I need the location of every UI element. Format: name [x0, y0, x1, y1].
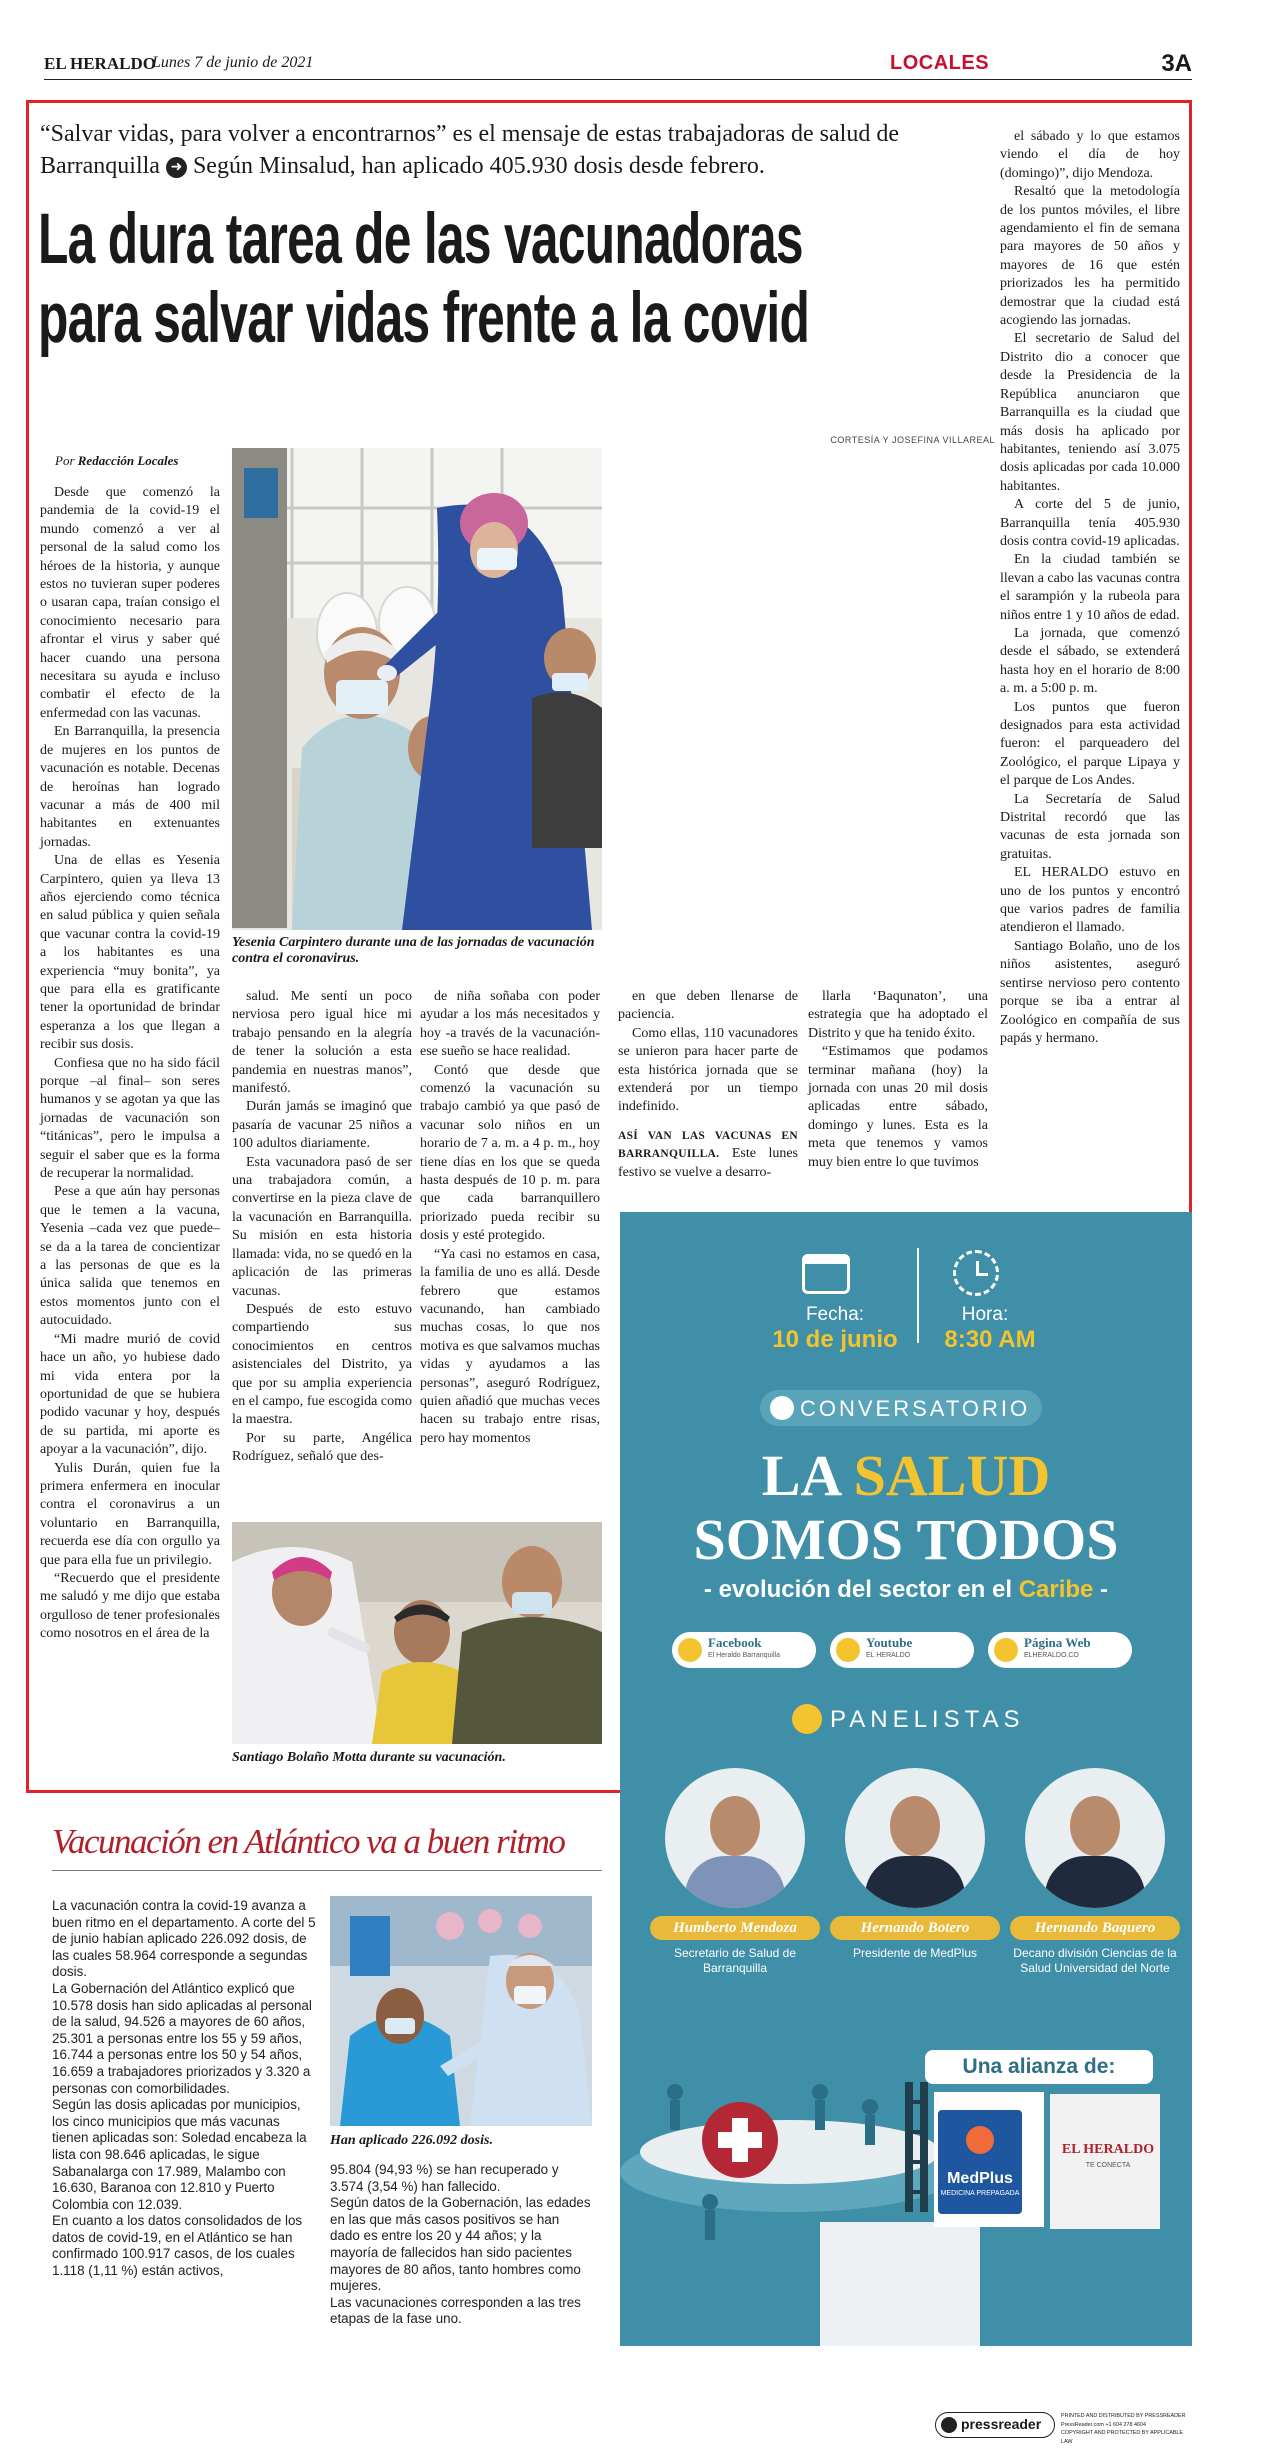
paragraph: La jornada, que comenzó desde el sábado, se extenderá hasta hoy en el horario de 8:00 a. m. a 5:00 p. m.	[1000, 625, 1180, 697]
fecha-value: 10 de junio	[772, 1326, 898, 1353]
panelists	[620, 1768, 1192, 1988]
article-headline	[38, 200, 1004, 358]
paragraph: salud. Me sentí un poco nerviosa pero igual hice mi trabajo pensando en la alegría de tener la solución a esta pandemia en nuestras manos”, manifestó.	[232, 989, 412, 1097]
paragraph: en que deben llenarse de paciencia.	[618, 989, 798, 1023]
paragraph: En cuanto a los datos consolidados de los datos de covid-19, en el Atlántico se han confirmado 100.917 casos, de los cuales 1.118 (1,11 %) están activos,	[52, 2213, 303, 2279]
sidebar-story-column-2	[330, 2162, 592, 2328]
social-link-facebook[interactable]	[672, 1632, 816, 1668]
paragraph: Santiago Bolaño, uno de los niños asistentes, aseguró sentirse nervioso pero contento porque se iba a entrar al Zoológico en compañía de sus papás y hermano.	[1000, 938, 1180, 1046]
article-column-3	[420, 988, 600, 1448]
paragraph: Una de ellas es Yesenia Carpintero, quien ya lleva 13 años ejerciendo como técnica en salud pública y quien señala que vacunar contra la covid-19 a los habitantes es una experiencia “muy bonita”, ya que para ella es gratificante tener la oportunidad de brindar esperanza a los que llegan a recibir sus dosis.	[40, 853, 220, 1053]
medplus-logo-text: MedPlus	[947, 2170, 1013, 2187]
footer-line-2: PressReader.com +1 604 278 4604	[1061, 2421, 1146, 2428]
paragraph: “Recuerdo que el presidente me saludó y me dijo que estaba orgulloso de tener profesionales como nosotros en el área de la	[40, 1570, 220, 1642]
social-handle: EL HERALDO	[866, 1652, 911, 1659]
social-link-youtube[interactable]	[830, 1632, 974, 1668]
paragraph: Según datos de la Gobernación, las edades en las que más casos positivos se han dado es entre los 20 y 44 años; y la mayoría de fallecidos han sido pacientes mayores de 80 años, tanto hombres como mujeres.	[330, 2195, 591, 2294]
child-vaccination-photo	[232, 1522, 602, 1744]
social-name: Página Web	[1024, 1635, 1091, 1650]
photo-caption-2: Santiago Bolaño Motta durante su vacunación.	[232, 1750, 506, 1765]
page-number: 3A	[1161, 50, 1192, 77]
sidebar-photo-caption: Han aplicado 226.092 dosis.	[330, 2133, 493, 2148]
panelist-suit	[865, 1856, 965, 1908]
article-column-5	[808, 988, 988, 1172]
facebook-icon	[678, 1638, 702, 1662]
article-column-4	[618, 988, 798, 1182]
page-folio	[44, 50, 1192, 80]
panelist-icon	[792, 1704, 822, 1734]
panelist-role: Decano división Ciencias de la Salud Universidad del Norte	[1013, 1946, 1177, 1975]
alianza-label: Una alianza de:	[962, 2055, 1116, 2078]
paragraph: el sábado y lo que estamos viendo el día de hoy (domingo)”, dijo Mendoza.	[1000, 129, 1180, 181]
paragraph: “Ya casi no estamos en casa, la familia de uno es allá. Desde febrero que estamos vacunando, han cambiado muchas cosas, lo que nos motiva es que salvamos muchas vidas y ayudamos a las personas”, aseguró Rodríguez, quien añadió que muchas veces hacen su trabajo entre risas, pero hay momentos	[420, 1246, 600, 1446]
paragraph: Contó que desde que comenzó la vacunación su trabajo cambió ya que pasó de vacunar solo niños en un horario de 7 a. m. a 4 p. m., hoy tiene días en los que se queda hasta después de 10 p. m. para que cada barranquillero priorizado pueda recibir su dosis y esté protegido.	[420, 1062, 600, 1244]
paragraph: Como ellas, 110 vacunadores se unieron para hacer parte de esta histórica jornada que se extenderá por un tiempo indefinido.	[618, 1025, 798, 1115]
panelist-suit	[1045, 1856, 1145, 1908]
paragraph: Pese a que aún hay personas que le temen a la vacuna, Yesenia –cada vez que puede– se da a la tarea de concientizar a las personas de que es la única salida que tenemos en estos momentos junto con el autocuidado.	[40, 1184, 220, 1329]
paragraph: La Gobernación del Atlántico explicó que 10.578 dosis han sido aplicadas al personal de la salud, 94.526 a mayores de 60 años, 25.301 a personas entre los 55 y 59 años, 16.744 a personas entre los 50 y 54 años, 16.659 a trabajadores priorizados y 3.320 a personas con comorbilidades.	[52, 1980, 312, 2096]
panelist-photo	[665, 1768, 805, 1908]
social-handle: ELHERALDO.CO	[1024, 1652, 1079, 1659]
medplus-tagline: MEDICINA PREPAGADA	[940, 2190, 1020, 2197]
subhead-vacunas-barranquilla: ASÍ VAN LAS VACUNAS EN BARRANQUILLA.	[618, 1129, 798, 1161]
paragraph: En la ciudad también se llevan a cabo las vacunas contra el sarampión y la rubeola para niños entre 1 y 10 años de edad.	[1000, 552, 1180, 623]
pressreader-brand: pressreader	[961, 2416, 1042, 2432]
footer-line-1: PRINTED AND DISTRIBUTED BY PRESSREADER	[1061, 2413, 1186, 2419]
subtitle-caribe: Caribe	[1018, 1576, 1094, 1603]
photo-caption-1: Yesenia Carpintero durante una de las jornadas de vacunación contra el coronavirus.	[232, 935, 595, 966]
pressreader-footer[interactable]	[935, 2408, 1193, 2445]
article-kicker	[40, 118, 995, 183]
paragraph: El secretario de Salud del Distrito dio a conocer que desde la Presidencia de la República anunciaron que Barranquilla es la ciudad que más dosis ha aplicado por habitantes, teniendo así 3.075 dosis aplicadas por cada 10.000 habitantes.	[1000, 331, 1180, 494]
newspaper-name: EL HERALDO	[44, 54, 156, 73]
panelist-portrait	[710, 1796, 760, 1856]
fecha-label: Fecha:	[805, 1304, 865, 1325]
article-column-6	[1000, 128, 1180, 1048]
paragraph: Confiesa que no ha sido fácil porque –al final– son seres humanos y se agotan ya que las jornadas de vacunación son “titánicas”, pero le impulsa a seguir el saber que es la forma de recuperar la normalidad.	[40, 1055, 220, 1182]
medplus-logo	[938, 2110, 1022, 2214]
title-salud: SALUD	[853, 1443, 1051, 1508]
heraldo-tagline: TE CONECTA	[1085, 2162, 1131, 2169]
clock-icon	[953, 1250, 999, 1296]
headline-line-2: para salvar vidas frente a la covid	[38, 279, 810, 358]
pressreader-logo-icon	[941, 2417, 957, 2433]
paragraph: 95.804 (94,93 %) se han recuperado y 3.574 (3,54 %) han fallecido.	[330, 2162, 559, 2194]
youtube-icon	[836, 1638, 860, 1662]
vaccination-photo	[232, 448, 602, 930]
sidebar-story-title: Vacunación en Atlántico va a buen ritmo	[52, 1820, 602, 1871]
paragraph: EL HERALDO estuvo en uno de los puntos y encontró que varios padres de familia atendieron el llamado.	[1000, 865, 1180, 936]
paragraph: Durán jamás se imaginó que pasaría de vacunar 25 niños a 100 adultos diariamente.	[232, 1099, 412, 1152]
paragraph: Resaltó que la metodología de los puntos móviles, el libre agendamiento el fin de semana para mayores de 50 años y mayores de 16 que estén priorizados les ha permitido demostrar que la ciudad está acogiendo las jornadas.	[1000, 184, 1180, 329]
byline	[55, 453, 178, 469]
paragraph: Esta vacunadora pasó de ser una trabajadora común, a convertirse en la pieza clave de la vacunación en Barranquilla. Su misión en esta historia llamada: vida, no se quedó en la aplicación de las primeras vacunas.	[232, 1154, 412, 1299]
article-column-1	[40, 484, 220, 1644]
panelist-name: Hernando Baquero	[1010, 1916, 1180, 1940]
paragraph: Desde que comenzó la pandemia de la covid-19 el mundo comenzó a ver al personal de la salud como los héroes de la historia, y aunque estos no tuvieran super poderes o usaran capa, traían consigo el conocimiento necesario para afrontar el virus y saber qué hacer cuando una persona necesitara su ayuda e incluso combatir el efecto de la enfermedad con las vacunas.	[40, 485, 220, 721]
panelist-role: Presidente de MedPlus	[852, 1946, 978, 1960]
heraldo-logo-text: EL HERALDO	[1061, 2142, 1155, 2157]
paragraph: Las vacunaciones corresponden a las tres etapas de la fase uno.	[330, 2294, 581, 2327]
social-links	[672, 1632, 1152, 1672]
hora-label: Hora:	[961, 1304, 1009, 1325]
panelist-name: Hernando Botero	[830, 1916, 1000, 1940]
col4-continuation: Este lunes festivo se vuelve a desarro-	[618, 1146, 798, 1180]
paragraph: Yulis Durán, quien fue la primera enfermera en inocular contra el coronavirus a un voluntario en Barranquilla, recuerda ese día con orgullo ya que para ella fue un privilegio.	[40, 1460, 220, 1568]
subtitle-c: -	[1093, 1576, 1109, 1603]
panelist-photo	[845, 1768, 985, 1908]
paragraph: A corte del 5 de junio, Barranquilla tenía 405.930 dosis contra covid-19 aplicadas.	[1000, 497, 1180, 549]
paragraph: En Barranquilla, la presencia de mujeres en los puntos de vacunación es notable. Decenas de heroínas han logrado vacunar a más de 400 mil habitantes en extenuantes jornadas.	[40, 724, 220, 850]
calendar-icon	[802, 1254, 850, 1294]
medplus-mark	[966, 2126, 994, 2154]
paragraph: “Mi madre murió de covid hace un año, yo hubiese dado mi vida entera por la oportunidad de que se hubiera podido vacunar y hoy, después de su partida, mi aporte es apoyar a la vacunación”, dijo.	[40, 1331, 220, 1458]
paragraph: Por su parte, Angélica Rodríguez, señaló que des-	[232, 1430, 412, 1465]
panelist-portrait	[1070, 1796, 1120, 1856]
panelist-name: Humberto Mendoza	[650, 1916, 820, 1940]
paragraph: Los puntos que fueron designados para esta actividad fueron: el parqueadero del Zoológico, el parque Lipaya y el parque de Los Andes.	[1000, 699, 1180, 789]
paragraph: La vacunación contra la covid-19 avanza a buen ritmo en el departamento. A corte del 5 de junio habían aplicado 226.092 dosis, de las cuales 58.964 corresponde a segundas dosis.	[52, 1898, 316, 1980]
paragraph: “Estimamos que podamos terminar mañana (hoy) la jornada con unas 20 mil dosis aplicadas entre sábado, domingo y lunes. Esta es la meta que tenemos y vamos muy bien entre lo que tuvimos	[808, 1044, 988, 1170]
paragraph: llarla ‘Baqunaton’, una estrategia que ha adoptado el Distrito y que ha tenido éxito.	[808, 989, 988, 1041]
sidebar-story-column-1	[52, 1898, 316, 2280]
panelist-photo	[1025, 1768, 1165, 1908]
social-handle: El Heraldo Barranquilla	[708, 1652, 780, 1659]
title-la: LA	[761, 1443, 854, 1508]
hora-value: 8:30 AM	[944, 1326, 1036, 1353]
página-web-icon	[994, 1638, 1018, 1662]
paragraph: Después de esto estuvo compartiendo sus conocimientos en centros asistenciales del Distrito, ya que por su amplia experiencia en el campo, fue escogida como la maestra.	[232, 1301, 412, 1428]
conversatorio-advertisement	[620, 1212, 1192, 2346]
arrow-right-icon: ➜	[166, 157, 187, 178]
social-link-página-web[interactable]	[988, 1632, 1132, 1668]
kicker-part-2: Según Minsalud, han aplicado 405.930 dosis desde febrero.	[192, 153, 765, 180]
byline-author: Redacción Locales	[77, 453, 179, 468]
panelist-suit	[685, 1856, 785, 1908]
ad-title-line-2: SOMOS TODOS	[693, 1507, 1119, 1572]
paragraph: Según las dosis aplicadas por municipios, los cinco municipios que más vacunas tienen aplicadas son: Soledad encabeza la lista con 98.646 aplicadas, le sigue Sabanalarga con 17.989, Malambo con 16.630, Baranoa con 12.810 y Puerto Colombia con 12.039.	[52, 2097, 307, 2212]
paragraph: de niña soñaba con poder ayudar a los más necesitados y hoy -a través de la vacunación- ese sueño se hace realidad.	[420, 989, 600, 1060]
col4-paragraphs	[618, 988, 798, 1117]
paragraph: La Secretaría de Salud Distrital recordó que las vacunas de esta jornada son gratuitas.	[1000, 791, 1180, 862]
panelist-role: Secretario de Salud de Barranquilla	[673, 1946, 797, 1975]
atlantico-vaccination-photo	[330, 1896, 592, 2126]
chat-icon	[770, 1396, 794, 1420]
footer-line-3: COPYRIGHT AND PROTECTED BY APPLICABLE LAW	[1061, 2430, 1184, 2445]
subtitle-a: - evolución del sector en el	[703, 1576, 1019, 1603]
headline-line-1: La dura tarea de las vacunadoras	[38, 200, 803, 279]
photo-credit: CORTESÍA Y JOSEFINA VILLAREAL	[830, 435, 995, 445]
issue-date: Lunes 7 de junio de 2021	[152, 54, 314, 71]
byline-prefix: Por	[55, 453, 78, 468]
article-column-2	[232, 988, 412, 1467]
social-name: Youtube	[866, 1635, 913, 1650]
social-name: Facebook	[708, 1635, 762, 1650]
ad-title-line-1	[620, 1444, 1192, 1508]
ad-subtitle	[620, 1576, 1192, 1604]
panelistas-label: PANELISTAS	[830, 1706, 1025, 1733]
panelist-portrait	[890, 1796, 940, 1856]
section-name: LOCALES	[890, 52, 990, 74]
kicker-part-1: “Salvar vidas, para volver a encontrarnos” es el mensaje de estas trabajadoras de salud de Barranquilla	[40, 121, 899, 180]
conversatorio-label: CONVERSATORIO	[800, 1396, 1031, 1421]
